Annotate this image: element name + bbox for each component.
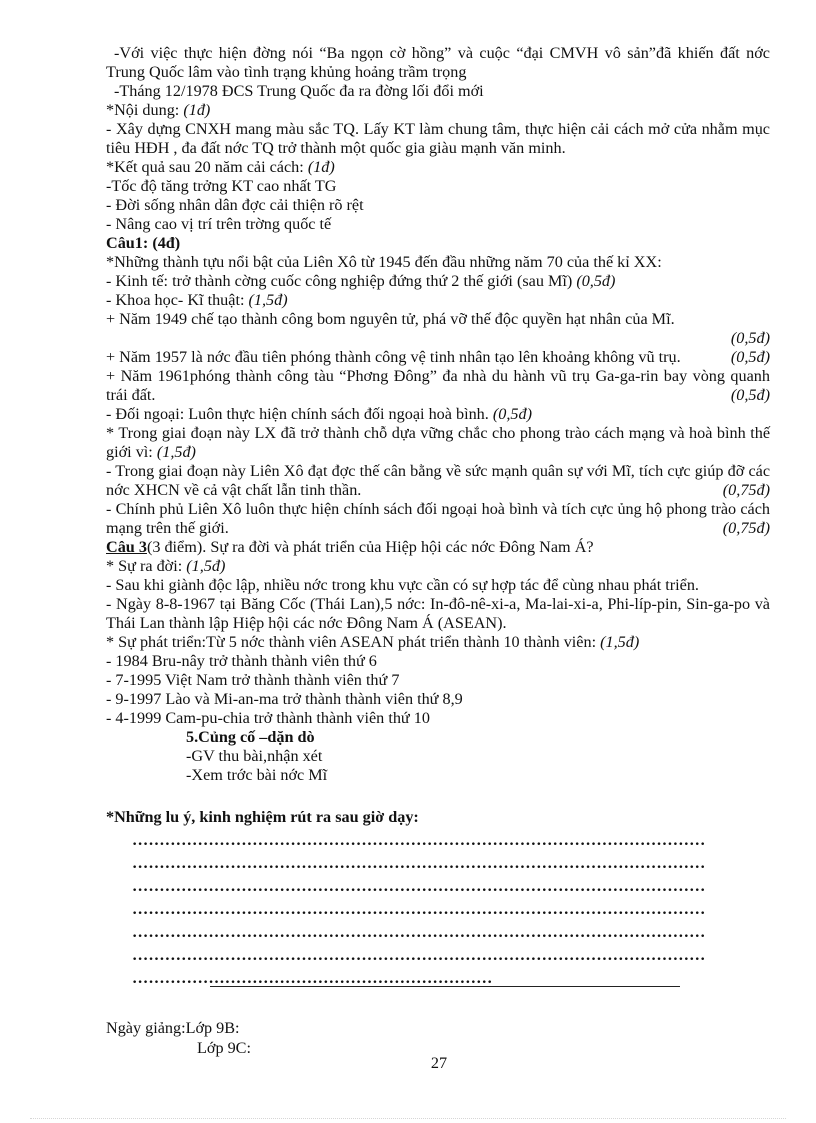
content-score: (1đ)	[183, 101, 211, 119]
science-line	[106, 291, 770, 310]
foreign-policy-score: (0,5đ)	[492, 405, 532, 423]
notes-dotted-line: ……………………………………………………………………………………………	[132, 877, 706, 895]
economy-score: (0,5đ)	[576, 272, 616, 290]
vostok-line: + Năm 1961phóng thành công tàu “Phơng Đông” đa nhà du hành vũ trụ Ga-ga-rin bay vòng quanh trái đất.	[106, 367, 770, 404]
balance-score: (0,75đ)	[722, 481, 770, 499]
pillar-text: * Trong giai đoạn này LX đã trở thành chỗ dựa vững chắc cho phong trào cách mạng và hoà bình thế giới vì:	[106, 424, 770, 461]
page-bottom-edge	[30, 1118, 786, 1119]
birth-label: * Sự ra đời:	[106, 557, 187, 575]
question-1-intro: *Những thành tựu nổi bật của Liên Xô từ 1945 đến đầu những năm 70 của thế kỉ XX:	[106, 253, 662, 271]
schedule-class-9b: Lớp 9B:	[185, 1019, 240, 1037]
result-label: *Kết quả sau 20 năm cải cách:	[106, 158, 308, 176]
lesson-body	[106, 44, 770, 992]
question-3-title: Câu 3	[106, 538, 147, 556]
result-item-3: - Nâng cao vị trí trên trờng quốc tế	[106, 215, 332, 233]
question-3-heading	[106, 538, 770, 557]
content-label: *Nội dung:	[106, 101, 184, 119]
birth-heading	[106, 557, 770, 576]
content-heading	[106, 101, 770, 120]
pillar-score: (1,5đ)	[156, 443, 196, 461]
section-divider	[210, 986, 680, 987]
question-1-title: Câu1: (4đ)	[106, 234, 181, 252]
intro-line-2: -Tháng 12/1978 ĐCS Trung Quốc đa ra đờng lối đổi mới	[114, 82, 484, 100]
science-score: (1,5đ)	[248, 291, 288, 309]
economy-text: - Kinh tế: trở thành cờng cuốc công nghiệp đứng thứ 2 thế giới (sau Mĩ)	[106, 272, 577, 290]
atom-bomb-line: + Năm 1949 chế tạo thành công bom nguyên tử, phá vỡ thế độc quyền hạt nhân của Mĩ.	[106, 310, 675, 328]
wrap-up-item-2: -Xem trớc bài nớc Mĩ	[186, 766, 328, 784]
result-item-1: -Tốc độ tăng trởng KT cao nhất TG	[106, 177, 337, 195]
wrap-up-item-1: -GV thu bài,nhận xét	[186, 747, 323, 765]
member-4: - 4-1999 Cam-pu-chia trở thành thành viên thứ 10	[106, 709, 430, 727]
pillar-line	[106, 424, 770, 462]
page-number: 27	[430, 1054, 448, 1072]
result-score: (1đ)	[307, 158, 335, 176]
birth-line-1: - Sau khi giành độc lập, nhiều nớc trong khu vực cần có sự hợp tác để cùng nhau phát triển.	[106, 576, 699, 594]
wrap-up-title: 5.Củng cố –dặn dò	[186, 728, 315, 746]
birth-score: (1,5đ)	[186, 557, 226, 575]
schedule-class-9c: Lớp 9C:	[197, 1039, 251, 1057]
question-3-title-rest: (3 điểm). Sự ra đời và phát triển của Hiệp hội các nớc Đông Nam Á?	[146, 538, 594, 556]
result-heading	[106, 158, 770, 177]
foreign-policy-line	[106, 405, 770, 424]
notes-title: *Những lu ý, kinh nghiệm rút ra sau giờ dạy:	[106, 808, 419, 826]
teaching-schedule	[106, 1018, 251, 1058]
balance-line: - Trong giai đoạn này Liên Xô đạt đợc thế cân bằng về sức mạnh quân sự với Mĩ, tích cực giúp đỡ các nớc XHCN về cả vật chất lẫn tinh thần.	[106, 462, 770, 499]
birth-line-2: - Ngày 8-8-1967 tại Băng Cốc (Thái Lan),5 nớc: In-đô-nê-xi-a, Ma-lai-xi-a, Phi-líp-pin, Sin-ga-po và Thái Lan thành lập Hiệp hội các nớc Đông Nam Á (ASEAN).	[106, 595, 770, 632]
notes-dotted-line: ……………………………………………………………………………………………	[132, 900, 706, 918]
schedule-label: Ngày giảng:	[106, 1019, 186, 1037]
notes-dotted-line: ……………………………………………………………………………………………	[132, 854, 706, 872]
notes-dotted-line: ……………………………………………………………………………………………	[132, 946, 706, 964]
schedule-row-1	[106, 1018, 251, 1038]
result-item-2: - Đời sống nhân dân đợc cải thiện rõ rệt	[106, 196, 364, 214]
vostok-score: (0,5đ)	[730, 386, 770, 404]
development-line	[106, 633, 770, 652]
science-text: - Khoa học- Kĩ thuật:	[106, 291, 249, 309]
member-2: - 7-1995 Việt Nam trở thành thành viên thứ 7	[106, 671, 400, 689]
notes-dotted-line-last: …………………………………………………………	[132, 969, 493, 987]
member-3: - 9-1997 Lào và Mi-an-ma trở thành thành viên thứ 8,9	[106, 690, 463, 708]
notes-dotted-line: ……………………………………………………………………………………………	[132, 923, 706, 941]
development-text: * Sự phát triển:Từ 5 nớc thành viên ASEAN phát triển thành 10 thành viên:	[106, 633, 601, 651]
peace-score: (0,75đ)	[722, 519, 770, 537]
development-score: (1,5đ)	[600, 633, 640, 651]
peace-line: - Chính phủ Liên Xô luôn thực hiện chính sách đối ngoại hoà bình và tích cực ủng hộ phong trào cách mạng trên thế giới.	[106, 500, 770, 537]
atom-bomb-score: (0,5đ)	[730, 329, 770, 347]
intro-line-1: -Với việc thực hiện đờng nói “Ba ngọn cờ hồng” và cuộc “đại CMVH vô sản”đã khiến đất nớc Trung Quốc lâm vào tình trạng khủng hoảng trầm trọng	[106, 44, 770, 81]
member-1: - 1984 Bru-nây trở thành thành viên thứ 6	[106, 652, 377, 670]
content-text: - Xây dựng CNXH mang màu sắc TQ. Lấy KT làm chung tâm, thực hiện cải cách mở cửa nhằm mục tiêu HĐH , đa đất nớc TQ trở thành một quốc gia giàu mạnh văn minh.	[106, 120, 770, 157]
foreign-policy-text: - Đối ngoại: Luôn thực hiện chính sách đối ngoại hoà bình.	[106, 405, 493, 423]
notes-dotted-line: ……………………………………………………………………………………………	[132, 831, 706, 849]
satellite-line: + Năm 1957 là nớc đầu tiên phóng thành công vệ tinh nhân tạo lên khoảng không vũ trụ.	[106, 348, 681, 366]
satellite-score: (0,5đ)	[730, 348, 770, 366]
economy-line	[106, 272, 770, 291]
